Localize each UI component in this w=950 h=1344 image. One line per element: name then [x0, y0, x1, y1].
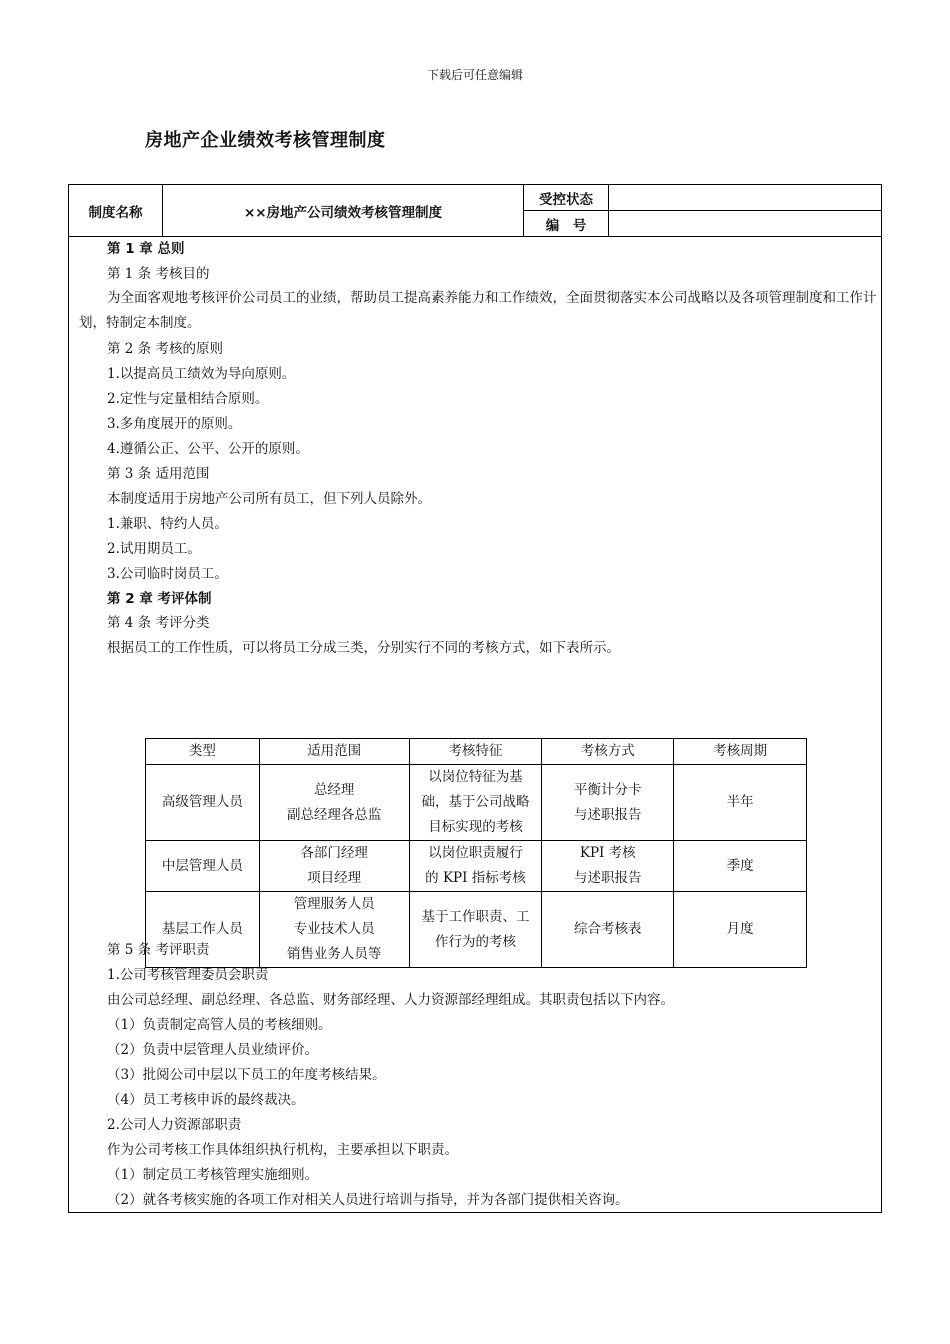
paragraph: 作为公司考核工作具体组织执行机构，主要承担以下职责。: [107, 1142, 458, 1158]
table-row: [146, 765, 807, 841]
table-header-cell: 考核方式: [542, 739, 674, 765]
type-cell: 中层管理人员: [146, 841, 260, 892]
scope-cell: 管理服务人员 专业技术人员 销售业务人员等: [259, 892, 409, 968]
article-heading: 第 2 条 考核的原则: [107, 341, 223, 357]
article-heading: 第 5 条 考评职责: [107, 942, 210, 958]
table-header-cell: 考核特征: [409, 739, 542, 765]
control-status-label: 受控状态: [524, 185, 609, 210]
chapter-heading: 第 2 章 考评体制: [107, 591, 212, 607]
article-heading: 第 4 条 考评分类: [107, 615, 210, 631]
list-item: 4.遵循公正、公平、公开的原则。: [107, 441, 309, 457]
doc-number-value: [609, 211, 881, 237]
list-item: （2）负责中层管理人员业绩评价。: [107, 1042, 319, 1058]
paragraph: 本制度适用于房地产公司所有员工，但下列人员除外。: [107, 491, 431, 507]
policy-name-label: 制度名称: [69, 185, 163, 237]
section-heading: 2.公司人力资源部职责: [107, 1117, 242, 1133]
list-item: （2）就各考核实施的各项工作对相关人员进行培训与指导，并为各部门提供相关咨询。: [107, 1192, 629, 1208]
article-heading: 第 3 条 适用范围: [107, 466, 210, 482]
feature-cell: 以岗位特征为基 础，基于公司战略 目标实现的考核: [409, 765, 542, 841]
period-cell: 半年: [674, 765, 807, 841]
feature-cell: 以岗位职责履行 的 KPI 指标考核: [409, 841, 542, 892]
list-item: 2.试用期员工。: [107, 541, 201, 557]
control-info: [524, 185, 881, 237]
list-item: 1.兼职、特约人员。: [107, 516, 228, 532]
list-item: （1）制定员工考核管理实施细则。: [107, 1167, 319, 1183]
table-header-cell: 类型: [146, 739, 260, 765]
table-row: [146, 892, 807, 968]
info-header-row: [69, 185, 881, 237]
list-item: （3）批阅公司中层以下员工的年度考核结果。: [107, 1067, 386, 1083]
method-cell: KPI 考核 与述职报告: [542, 841, 674, 892]
policy-name-value: ××房地产公司绩效考核管理制度: [163, 185, 524, 237]
control-status-value: [609, 185, 881, 210]
doc-number-label: 编 号: [524, 211, 609, 237]
list-item: （4）员工考核申诉的最终裁决。: [107, 1092, 305, 1108]
table-header-row: [146, 739, 807, 765]
feature-cell: 基于工作职责、工 作行为的考核: [409, 892, 542, 968]
type-cell: 高级管理人员: [146, 765, 260, 841]
list-item: 3.多角度展开的原则。: [107, 416, 242, 432]
type-cell: 基层工作人员: [146, 892, 260, 968]
paragraph: 根据员工的工作性质，可以将员工分成三类，分别实行不同的考核方式，如下表所示。: [107, 640, 620, 656]
section-heading: 1.公司考核管理委员会职责: [107, 967, 269, 983]
table-row: [146, 841, 807, 892]
list-item: 3.公司临时岗员工。: [107, 566, 228, 582]
list-item: 2.定性与定量相结合原则。: [107, 391, 269, 407]
paragraph: 为全面客观地考核评价公司员工的业绩，帮助员工提高素养能力和工作绩效，全面贯彻落实本公司战略以及各项管理制度和工作计划，特制定本制度。: [79, 290, 877, 331]
chapter-heading: 第 1 章 总则: [107, 241, 185, 257]
classification-table: [145, 738, 807, 968]
scope-cell: 总经理 副总经理各总监: [259, 765, 409, 841]
paragraph: 由公司总经理、副总经理、各总监、财务部经理、人力资源部经理组成。其职责包括以下内容。: [107, 992, 674, 1008]
document-frame: [68, 184, 882, 1213]
list-item: （1）负责制定高管人员的考核细则。: [107, 1017, 332, 1033]
document-title: 房地产企业绩效考核管理制度: [145, 130, 386, 151]
method-cell: 平衡计分卡 与述职报告: [542, 765, 674, 841]
scope-cell: 各部门经理 项目经理: [259, 841, 409, 892]
period-cell: 季度: [674, 841, 807, 892]
method-cell: 综合考核表: [542, 892, 674, 968]
table-header-cell: 适用范围: [259, 739, 409, 765]
period-cell: 月度: [674, 892, 807, 968]
list-item: 1.以提高员工绩效为导向原则。: [107, 366, 296, 382]
header-note: 下载后可任意编辑: [426, 68, 523, 82]
article-heading: 第 1 条 考核目的: [107, 266, 210, 282]
table-header-cell: 考核周期: [674, 739, 807, 765]
